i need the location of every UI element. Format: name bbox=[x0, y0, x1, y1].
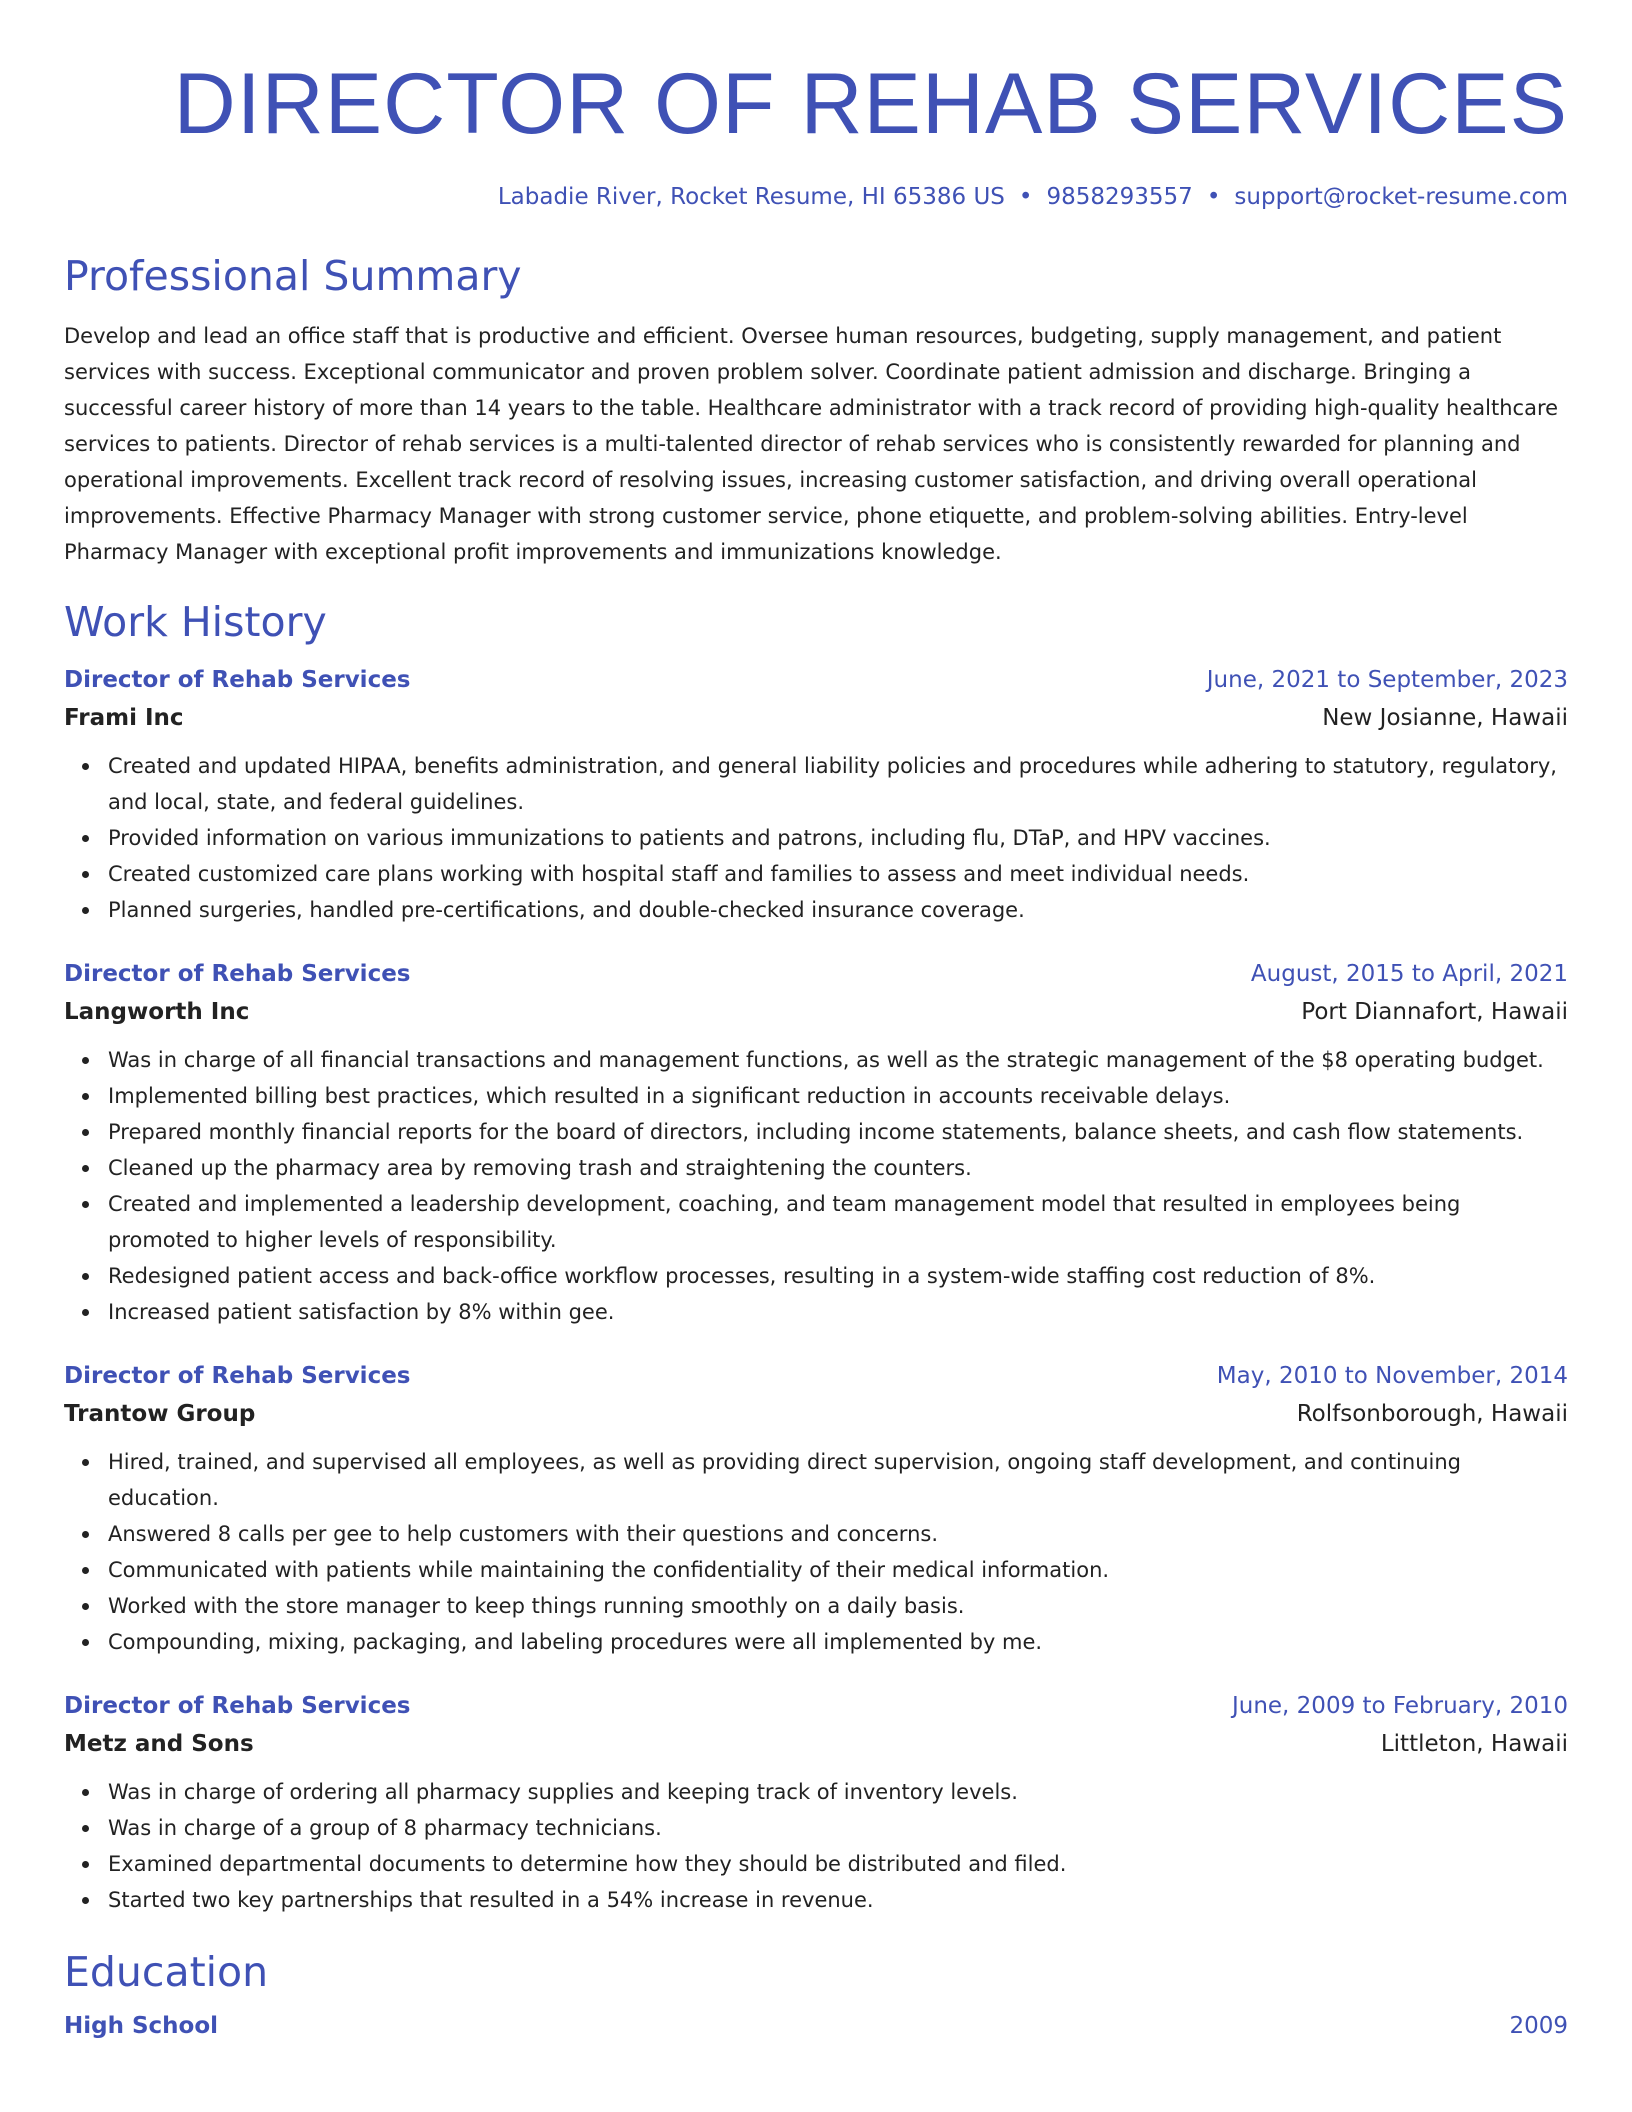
job-bullet: Increased patient satisfaction by 8% within gee. bbox=[108, 1294, 1568, 1330]
job-company-row bbox=[64, 1724, 1568, 1764]
education-year: 2009 bbox=[1509, 2013, 1568, 2039]
job-bullet-list bbox=[64, 1042, 1568, 1330]
job-title-row bbox=[64, 1688, 1568, 1724]
job-location: New Josianne, Hawaii bbox=[1322, 705, 1568, 731]
job-bullet: Started two key partnerships that resulted in a 54% increase in revenue. bbox=[108, 1882, 1568, 1918]
job-title: Director of Rehab Services bbox=[64, 1363, 411, 1389]
job-bullet: Created and implemented a leadership development, coaching, and team management model that resulted in employees being promoted to higher levels of responsibility. bbox=[108, 1186, 1568, 1258]
summary-text: Develop and lead an office staff that is productive and efficient. Oversee human resources, budgeting, supply management, and patient services with success. Exceptional communicator and proven problem solver. Coordinate patient admission and discharge. Bringing a successful career history of more than 14 years to the table. Healthcare administrator with a track record of providing high-quality healthcare services to patients. Director of rehab services is a multi-talented director of rehab services who is consistently rewarded for planning and operational improvements. Excellent track record of resolving issues, increasing customer satisfaction, and driving overall operational improvements. Effective Pharmacy Manager with strong customer service, phone etiquette, and problem-solving abilities. Entry-level Pharmacy Manager with exceptional profit improvements and immunizations knowledge. bbox=[64, 324, 1559, 564]
job-entry bbox=[64, 956, 1568, 1330]
job-bullet: Prepared monthly financial reports for the board of directors, including income statements, balance sheets, and cash flow statements. bbox=[108, 1114, 1568, 1150]
job-bullet: Cleaned up the pharmacy area by removing trash and straightening the counters. bbox=[108, 1150, 1568, 1186]
job-location: Rolfsonborough, Hawaii bbox=[1296, 1401, 1568, 1427]
contact-address: Labadie River, Rocket Resume, HI 65386 US bbox=[497, 184, 1005, 210]
job-entry bbox=[64, 1688, 1568, 1918]
job-bullet: Compounding, mixing, packaging, and labeling procedures were all implemented by me. bbox=[108, 1624, 1568, 1660]
job-company: Trantow Group bbox=[64, 1401, 256, 1427]
job-company-row bbox=[64, 992, 1568, 1032]
education-entry bbox=[64, 2008, 1568, 2044]
resume-page bbox=[64, 0, 1568, 2044]
job-location: Port Diannafort, Hawaii bbox=[1301, 999, 1568, 1025]
job-company-row bbox=[64, 1394, 1568, 1434]
job-entry bbox=[64, 1358, 1568, 1660]
job-entry bbox=[64, 662, 1568, 928]
work-history-heading: Work History bbox=[64, 598, 327, 646]
job-dates: May, 2010 to November, 2014 bbox=[1216, 1363, 1568, 1389]
education-list bbox=[64, 2008, 1568, 2044]
job-bullet-list bbox=[64, 1774, 1568, 1918]
job-bullet: Worked with the store manager to keep things running smoothly on a daily basis. bbox=[108, 1588, 1568, 1624]
job-company: Metz and Sons bbox=[64, 1731, 254, 1757]
job-bullet: Hired, trained, and supervised all employees, as well as providing direct supervision, ongoing staff development, and continuing education. bbox=[108, 1444, 1568, 1516]
job-bullet: Examined departmental documents to determine how they should be distributed and filed. bbox=[108, 1846, 1568, 1882]
job-bullet: Was in charge of a group of 8 pharmacy technicians. bbox=[108, 1810, 1568, 1846]
contact-separator: • bbox=[1018, 184, 1033, 210]
job-title: Director of Rehab Services bbox=[64, 1693, 411, 1719]
contact-email[interactable]: support@rocket-resume.com bbox=[1234, 184, 1568, 210]
resume-header bbox=[64, 0, 1568, 212]
contact-phone: 9858293557 bbox=[1046, 184, 1193, 210]
education-degree: High School bbox=[64, 2013, 219, 2039]
job-bullet: Created and updated HIPAA, benefits administration, and general liability policies and procedures while adhering to statutory, regulatory, and local, state, and federal guidelines. bbox=[108, 748, 1568, 820]
job-title-row bbox=[64, 1358, 1568, 1394]
job-company: Langworth Inc bbox=[64, 999, 250, 1025]
work-history-list bbox=[64, 662, 1568, 1918]
job-bullet-list bbox=[64, 748, 1568, 928]
contact-line bbox=[64, 182, 1568, 212]
job-title-row bbox=[64, 662, 1568, 698]
job-dates: June, 2021 to September, 2023 bbox=[1206, 667, 1568, 693]
job-company: Frami Inc bbox=[64, 705, 184, 731]
job-dates: August, 2015 to April, 2021 bbox=[1250, 961, 1568, 987]
job-title-row bbox=[64, 956, 1568, 992]
job-bullet-list bbox=[64, 1444, 1568, 1660]
education-heading: Education bbox=[64, 1948, 269, 1996]
job-bullet: Was in charge of ordering all pharmacy supplies and keeping track of inventory levels. bbox=[108, 1774, 1568, 1810]
resume-title: DIRECTOR OF REHAB SERVICES bbox=[173, 56, 1568, 152]
job-bullet: Redesigned patient access and back-office workflow processes, resulting in a system-wide staffing cost reduction of 8%. bbox=[108, 1258, 1568, 1294]
job-location: Littleton, Hawaii bbox=[1380, 1731, 1568, 1757]
job-bullet: Planned surgeries, handled pre-certifications, and double-checked insurance coverage. bbox=[108, 892, 1568, 928]
summary-heading: Professional Summary bbox=[64, 252, 522, 300]
job-bullet: Implemented billing best practices, which resulted in a significant reduction in accounts receivable delays. bbox=[108, 1078, 1568, 1114]
job-bullet: Answered 8 calls per gee to help customers with their questions and concerns. bbox=[108, 1516, 1568, 1552]
job-bullet: Was in charge of all financial transactions and management functions, as well as the strategic management of the $8 operating budget. bbox=[108, 1042, 1568, 1078]
job-dates: June, 2009 to February, 2010 bbox=[1231, 1693, 1568, 1719]
job-title: Director of Rehab Services bbox=[64, 667, 411, 693]
contact-separator: • bbox=[1206, 184, 1221, 210]
job-bullet: Provided information on various immunizations to patients and patrons, including flu, DTaP, and HPV vaccines. bbox=[108, 820, 1568, 856]
job-company-row bbox=[64, 698, 1568, 738]
job-bullet: Communicated with patients while maintaining the confidentiality of their medical information. bbox=[108, 1552, 1568, 1588]
job-title: Director of Rehab Services bbox=[64, 961, 411, 987]
job-bullet: Created customized care plans working with hospital staff and families to assess and meet individual needs. bbox=[108, 856, 1568, 892]
